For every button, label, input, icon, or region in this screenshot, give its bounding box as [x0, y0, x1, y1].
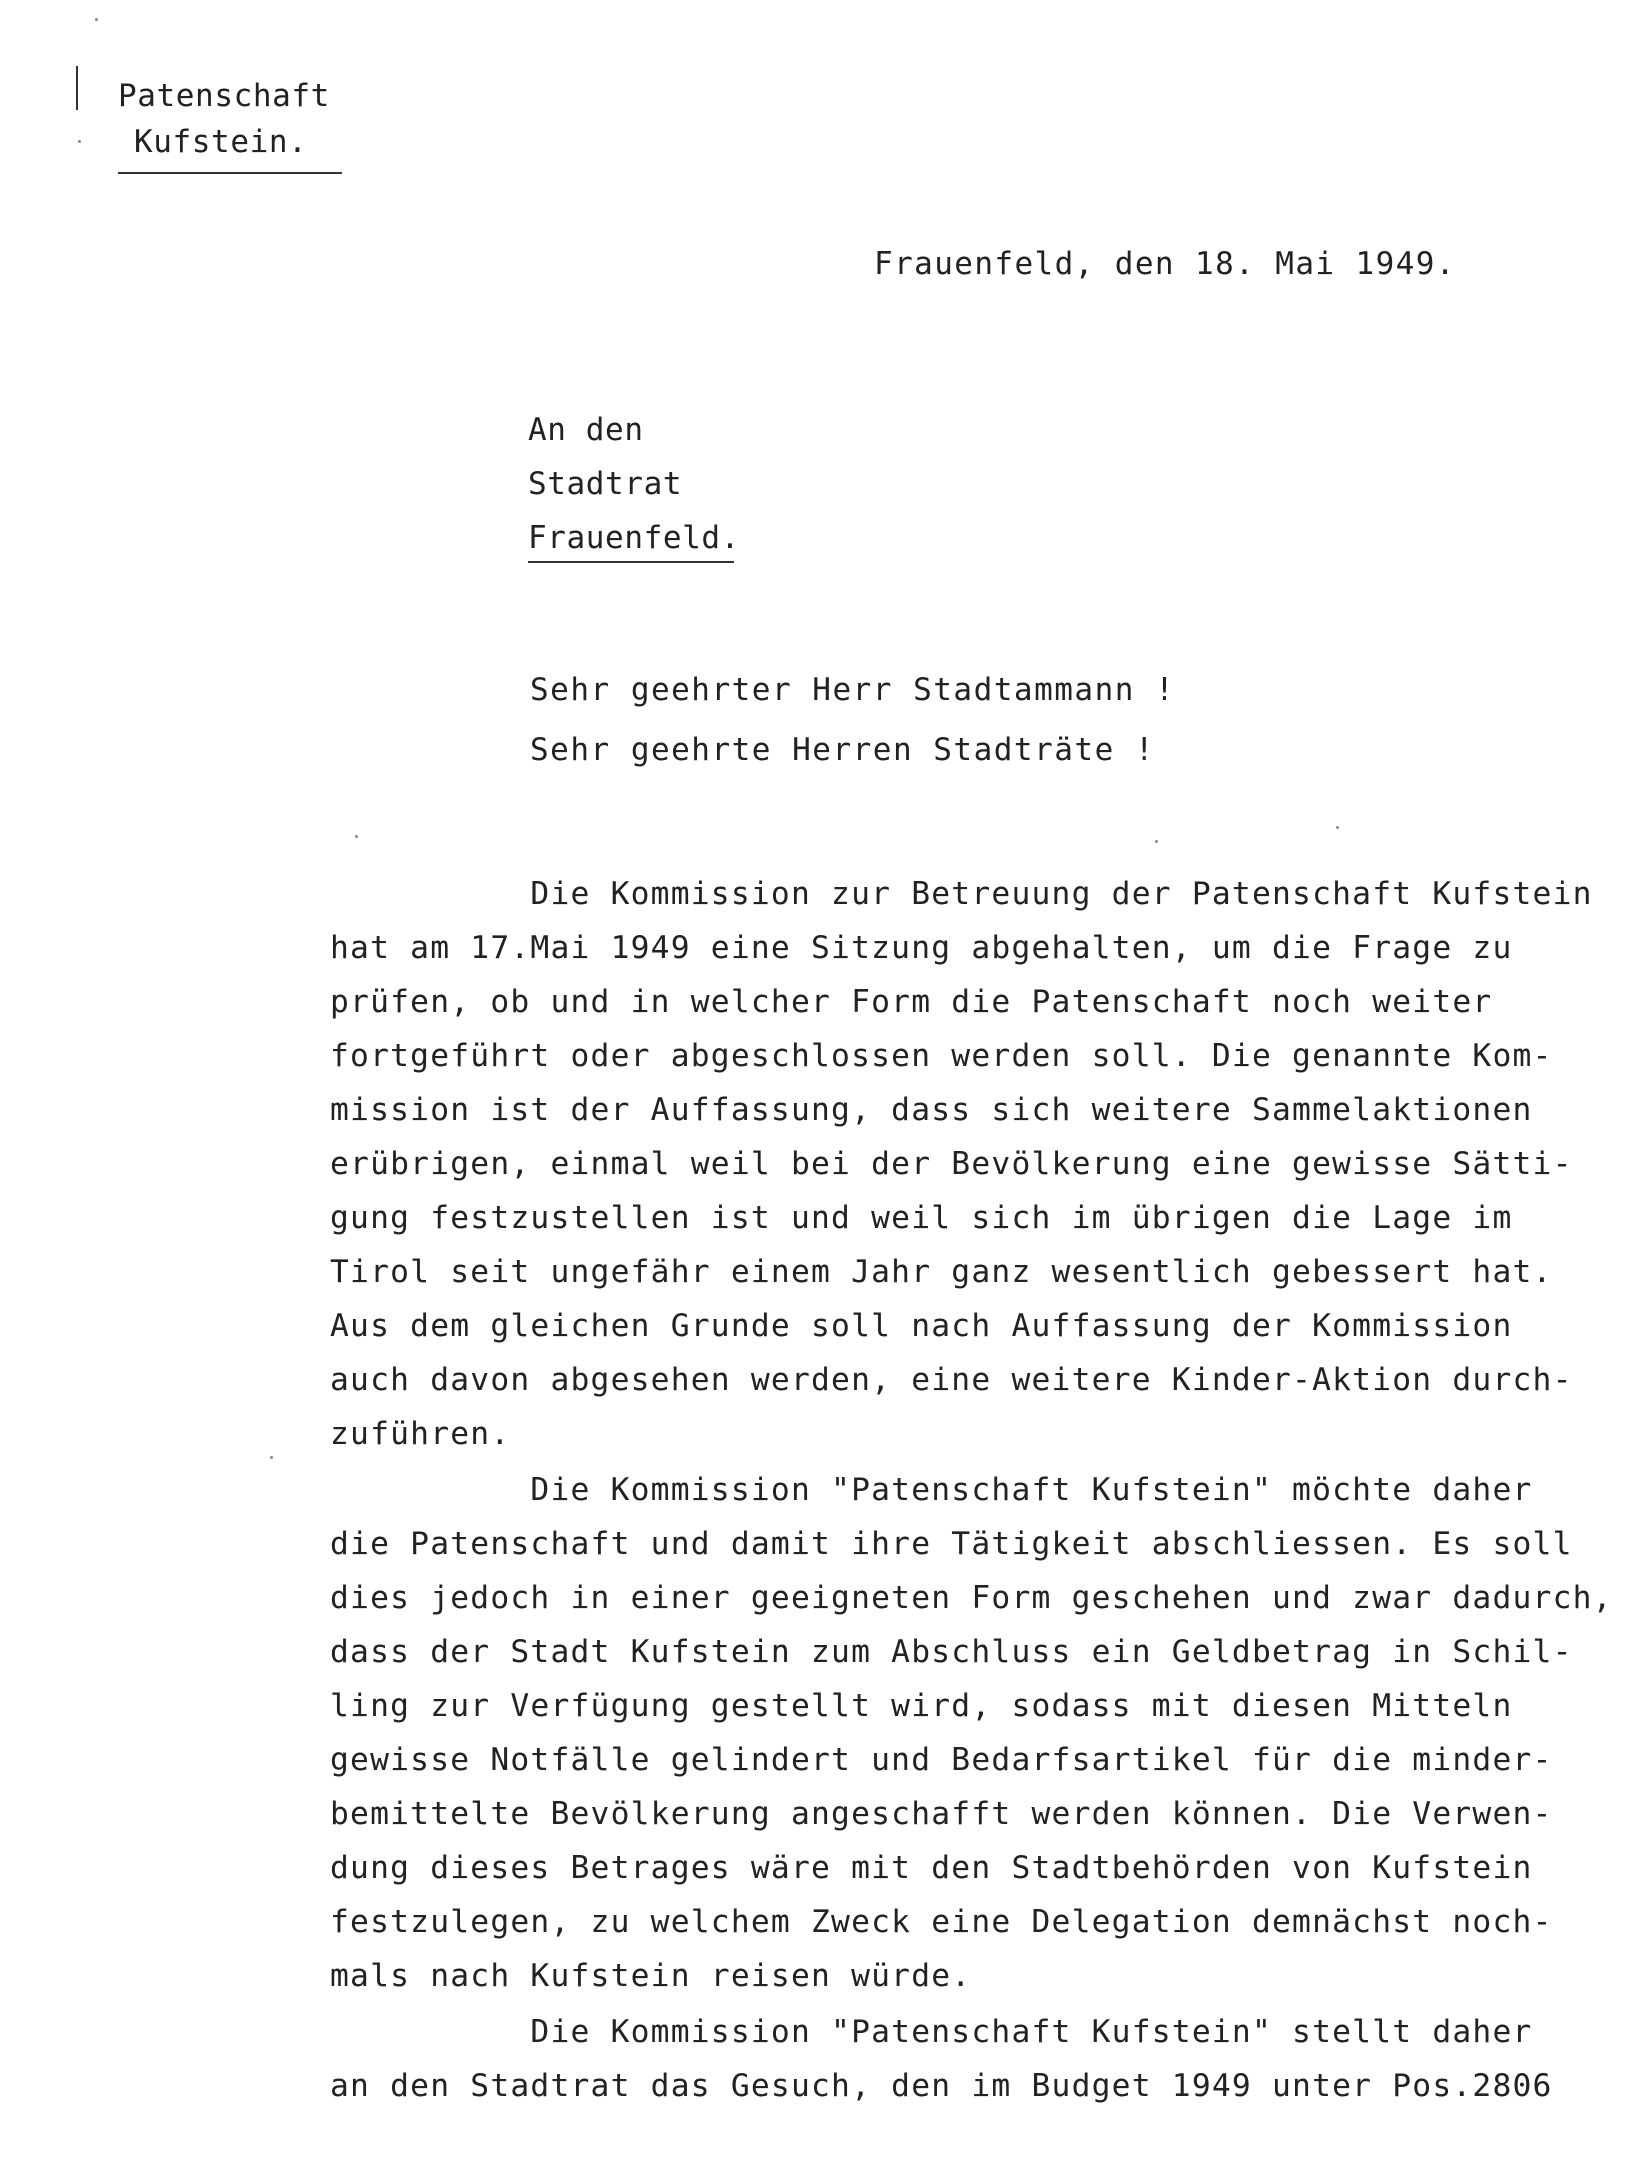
body-line: Die Kommission "Patenschaft Kufstein" möchte daher [330, 1472, 1533, 1508]
body-line: mals nach Kufstein reisen würde. [330, 1958, 972, 1994]
org-name: Patenschaft [118, 78, 330, 114]
corner-tick [95, 18, 98, 21]
margin-mark [76, 66, 78, 110]
margin-dot [78, 140, 81, 143]
salutation-line-2: Sehr geehrte Herren Stadträte ! [530, 732, 1156, 768]
body-line: dies jedoch in einer geeigneten Form geschehen und zwar dadurch, [330, 1580, 1613, 1616]
body-line: ling zur Verfügung gestellt wird, sodass mit diesen Mitteln [330, 1688, 1513, 1724]
body-line: Die Kommission "Patenschaft Kufstein" stellt daher [330, 2014, 1533, 2050]
speck [270, 1456, 273, 1459]
speck [355, 835, 358, 838]
body-line: Die Kommission zur Betreuung der Patenschaft Kufstein [330, 876, 1593, 912]
body-line: hat am 17.Mai 1949 eine Sitzung abgehalten, um die Frage zu [330, 930, 1513, 966]
body-line: prüfen, ob und in welcher Form die Patenschaft noch weiter [330, 984, 1493, 1020]
recipient-underline [528, 561, 734, 563]
body-line: Tirol seit ungefähr einem Jahr ganz wesentlich gebessert hat. [330, 1254, 1553, 1290]
recipient-line-2: Stadtrat [528, 466, 683, 502]
body-line: mission ist der Auffassung, dass sich weitere Sammelaktionen [330, 1092, 1533, 1128]
body-line: dung dieses Betrages wäre mit den Stadtbehörden von Kufstein [330, 1850, 1533, 1886]
header-underline [118, 172, 342, 174]
recipient-line-3: Frauenfeld. [528, 520, 740, 556]
body-line: die Patenschaft und damit ihre Tätigkeit abschliessen. Es soll [330, 1526, 1573, 1562]
body-line: zuführen. [330, 1416, 511, 1452]
speck [1336, 826, 1339, 829]
body-line: erübrigen, einmal weil bei der Bevölkerung eine gewisse Sätti- [330, 1146, 1573, 1182]
body-line: an den Stadtrat das Gesuch, den im Budget 1949 unter Pos.2806 [330, 2068, 1553, 2104]
body-line: gewisse Notfälle gelindert und Bedarfsartikel für die minder- [330, 1742, 1553, 1778]
org-city: Kufstein. [134, 124, 308, 160]
salutation-line-1: Sehr geehrter Herr Stadtammann ! [530, 672, 1176, 708]
body-line: festzulegen, zu welchem Zweck eine Delegation demnächst noch- [330, 1904, 1553, 1940]
body-line: Aus dem gleichen Grunde soll nach Auffassung der Kommission [330, 1308, 1513, 1344]
body-line: bemittelte Bevölkerung angeschafft werden können. Die Verwen- [330, 1796, 1553, 1832]
body-line: gung festzustellen ist und weil sich im übrigen die Lage im [330, 1200, 1513, 1236]
body-line: fortgeführt oder abgeschlossen werden soll. Die genannte Kom- [330, 1038, 1553, 1074]
recipient-line-1: An den [528, 412, 644, 448]
body-line: dass der Stadt Kufstein zum Abschluss ein Geldbetrag in Schil- [330, 1634, 1573, 1670]
date-line: Frauenfeld, den 18. Mai 1949. [874, 246, 1456, 282]
body-line: auch davon abgesehen werden, eine weitere Kinder-Aktion durch- [330, 1362, 1573, 1398]
speck [1155, 840, 1158, 843]
